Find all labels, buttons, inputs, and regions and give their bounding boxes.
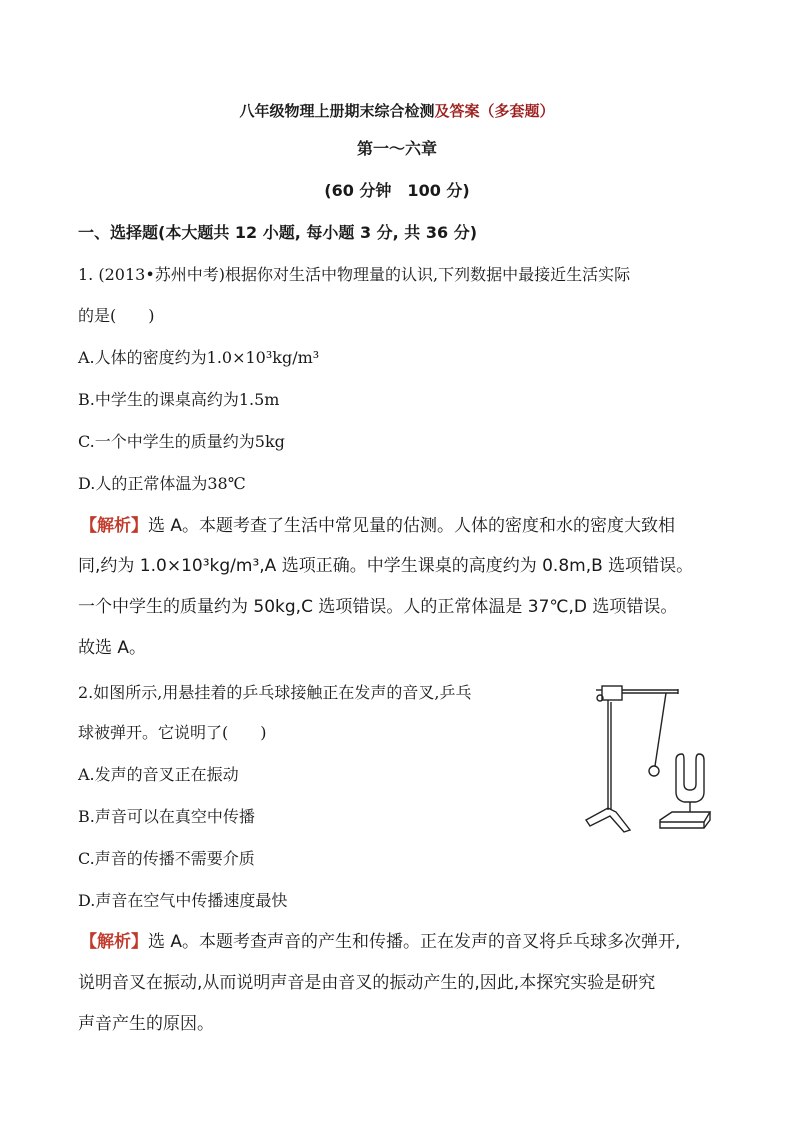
tuning-fork-experiment-icon <box>580 680 720 840</box>
q2-analysis-tag: 【解析】 <box>80 932 148 952</box>
q1-analysis-line4: 故选 A。 <box>78 638 147 658</box>
q2-analysis-line3: 声音产生的原因。 <box>78 1014 214 1034</box>
q1-stem-line2: 的是( ) <box>78 306 155 325</box>
exam-time-score: (60 分钟 100 分) <box>324 181 470 200</box>
q2-stem-line2: 球被弹开。它说明了( ) <box>78 723 267 742</box>
q1-option-a: A.人体的密度约为1.0×10³kg/m³ <box>78 348 320 367</box>
q1-analysis-line3: 一个中学生的质量约为 50kg,C 选项错误。人的正常体温是 37℃,D 选项错误。 <box>78 597 678 617</box>
q1-analysis-line1: 【解析】选 A。本题考查了生活中常见量的估测。人体的密度和水的密度大致相 <box>80 516 676 536</box>
title-main: 八年级物理上册期末综合检测 <box>239 102 435 120</box>
q2-stem-line1: 2.如图所示,用悬挂着的乒乓球接触正在发声的音叉,乒乓 <box>78 683 472 702</box>
q2-analysis-line1: 【解析】选 A。本题考查声音的产生和传播。正在发声的音叉将乒乓球多次弹开, <box>80 932 681 952</box>
q1-option-c: C.一个中学生的质量约为5kg <box>78 432 285 451</box>
q1-analysis-tag: 【解析】 <box>80 516 148 536</box>
q2-option-c: C.声音的传播不需要介质 <box>78 849 255 868</box>
q2-analysis-line2: 说明音叉在振动,从而说明声音是由音叉的振动产生的,因此,本探究实验是研究 <box>78 973 656 993</box>
q1-analysis-line2: 同,约为 1.0×10³kg/m³,A 选项正确。中学生课桌的高度约为 0.8m,B 选项错误。 <box>78 556 694 576</box>
q1-option-b: B.中学生的课桌高约为1.5m <box>78 390 280 409</box>
q1-option-d: D.人的正常体温为38℃ <box>78 474 246 493</box>
title-answer-note: 及答案（多套题） <box>434 102 555 120</box>
q2-option-b: B.声音可以在真空中传播 <box>78 807 255 826</box>
section-heading: 一、选择题(本大题共 12 小题, 每小题 3 分, 共 36 分) <box>78 223 478 242</box>
q2-option-d: D.声音在空气中传播速度最快 <box>78 891 288 910</box>
q1-stem-line1: 1. (2013•苏州中考)根据你对生活中物理量的认识,下列数据中最接近生活实际 <box>78 265 631 284</box>
document-title <box>0 100 794 121</box>
chapter-range: 第一～六章 <box>356 139 437 158</box>
q2-option-a: A.发声的音叉正在振动 <box>78 765 239 784</box>
